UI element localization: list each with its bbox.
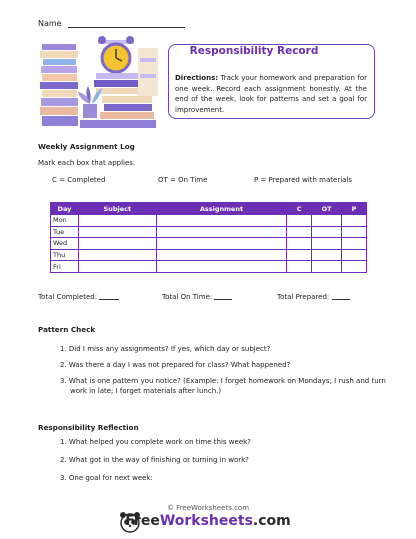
subject-cell[interactable] — [78, 261, 156, 273]
total-on-time — [162, 293, 232, 301]
pattern-question: 1. Did I miss any assignments? If yes, which day or subject? — [60, 345, 271, 353]
assignment-log-table — [50, 202, 367, 273]
table-row — [51, 215, 367, 227]
pattern-heading: Pattern Check — [38, 325, 96, 334]
completed-cell[interactable] — [287, 261, 312, 273]
col-prepared: P — [342, 203, 367, 215]
assignment-cell[interactable] — [156, 261, 287, 273]
page-title: Responsibility Record — [189, 45, 319, 57]
day-cell: Mon — [51, 215, 79, 227]
table-row — [51, 249, 367, 261]
name-field[interactable] — [68, 19, 185, 28]
log-instruction: Mark each box that applies. — [38, 159, 136, 167]
completed-cell[interactable] — [287, 215, 312, 227]
day-cell: Fri — [51, 261, 79, 273]
legend-on-time: OT = On Time — [158, 176, 208, 184]
table-row — [51, 261, 367, 273]
total-completed-field[interactable] — [99, 293, 119, 300]
logo-worksheets: Worksheets — [159, 513, 253, 529]
logo-dotcom: .com — [252, 513, 291, 529]
subject-cell[interactable] — [78, 226, 156, 238]
total-completed-label: Total Completed: — [38, 293, 98, 301]
directions-body: Track your homework and preparation for one week. Record each assignment honestly. At the end of the week, look for patterns and set a goal for improvement. — [175, 74, 367, 114]
reflection-question: 3. One goal for next week: — [60, 474, 153, 482]
legend-prepared: P = Prepared with materials — [254, 176, 353, 184]
legend-completed: C = Completed — [52, 176, 106, 184]
footer-logo — [0, 513, 416, 529]
pattern-question: 3. What is one pattern you notice? (Example: I forget homework on Mondays; I rush and turn work in late; I forget materials after lunch.) — [60, 377, 386, 395]
completed-cell[interactable] — [287, 249, 312, 261]
reflection-question: 1. What helped you complete work on time this week? — [60, 438, 251, 446]
day-cell: Tue — [51, 226, 79, 238]
on-time-cell[interactable] — [312, 226, 342, 238]
name-field-row — [38, 19, 185, 28]
reflection-question: 2. What got in the way of finishing or turning in work? — [60, 456, 249, 464]
assignment-cell[interactable] — [156, 238, 287, 250]
subject-cell[interactable] — [78, 238, 156, 250]
directions-label: Directions: — [175, 74, 219, 82]
completed-cell[interactable] — [287, 238, 312, 250]
total-on-time-label: Total On Time: — [162, 293, 213, 301]
prepared-cell[interactable] — [342, 226, 367, 238]
assignment-cell[interactable] — [156, 249, 287, 261]
col-completed: C — [287, 203, 312, 215]
day-cell: Thu — [51, 249, 79, 261]
col-day: Day — [51, 203, 79, 215]
assignment-cell[interactable] — [156, 215, 287, 227]
name-label: Name — [38, 19, 62, 28]
assignment-cell[interactable] — [156, 226, 287, 238]
total-prepared — [277, 293, 350, 301]
total-on-time-field[interactable] — [214, 293, 232, 300]
total-prepared-field[interactable] — [332, 293, 350, 300]
on-time-cell[interactable] — [312, 215, 342, 227]
directions-text — [175, 73, 367, 115]
table-row — [51, 238, 367, 250]
books-clock-illustration — [40, 34, 162, 130]
table-header-row — [51, 203, 367, 215]
subject-cell[interactable] — [78, 215, 156, 227]
logo-free: Free — [125, 513, 160, 529]
pattern-question: 2. Was there a day I was not prepared for class? What happened? — [60, 361, 291, 369]
completed-cell[interactable] — [287, 226, 312, 238]
total-completed — [38, 293, 119, 301]
col-subject: Subject — [78, 203, 156, 215]
prepared-cell[interactable] — [342, 249, 367, 261]
col-on-time: OT — [312, 203, 342, 215]
on-time-cell[interactable] — [312, 238, 342, 250]
col-assignment: Assignment — [156, 203, 287, 215]
day-cell: Wed — [51, 238, 79, 250]
prepared-cell[interactable] — [342, 215, 367, 227]
prepared-cell[interactable] — [342, 261, 367, 273]
footer-url[interactable]: © FreeWorksheets.com — [166, 504, 250, 512]
total-prepared-label: Total Prepared: — [277, 293, 330, 301]
subject-cell[interactable] — [78, 249, 156, 261]
log-heading: Weekly Assignment Log — [38, 142, 135, 151]
prepared-cell[interactable] — [342, 238, 367, 250]
table-row — [51, 226, 367, 238]
reflection-heading: Responsibility Reflection — [38, 423, 139, 432]
on-time-cell[interactable] — [312, 249, 342, 261]
on-time-cell[interactable] — [312, 261, 342, 273]
